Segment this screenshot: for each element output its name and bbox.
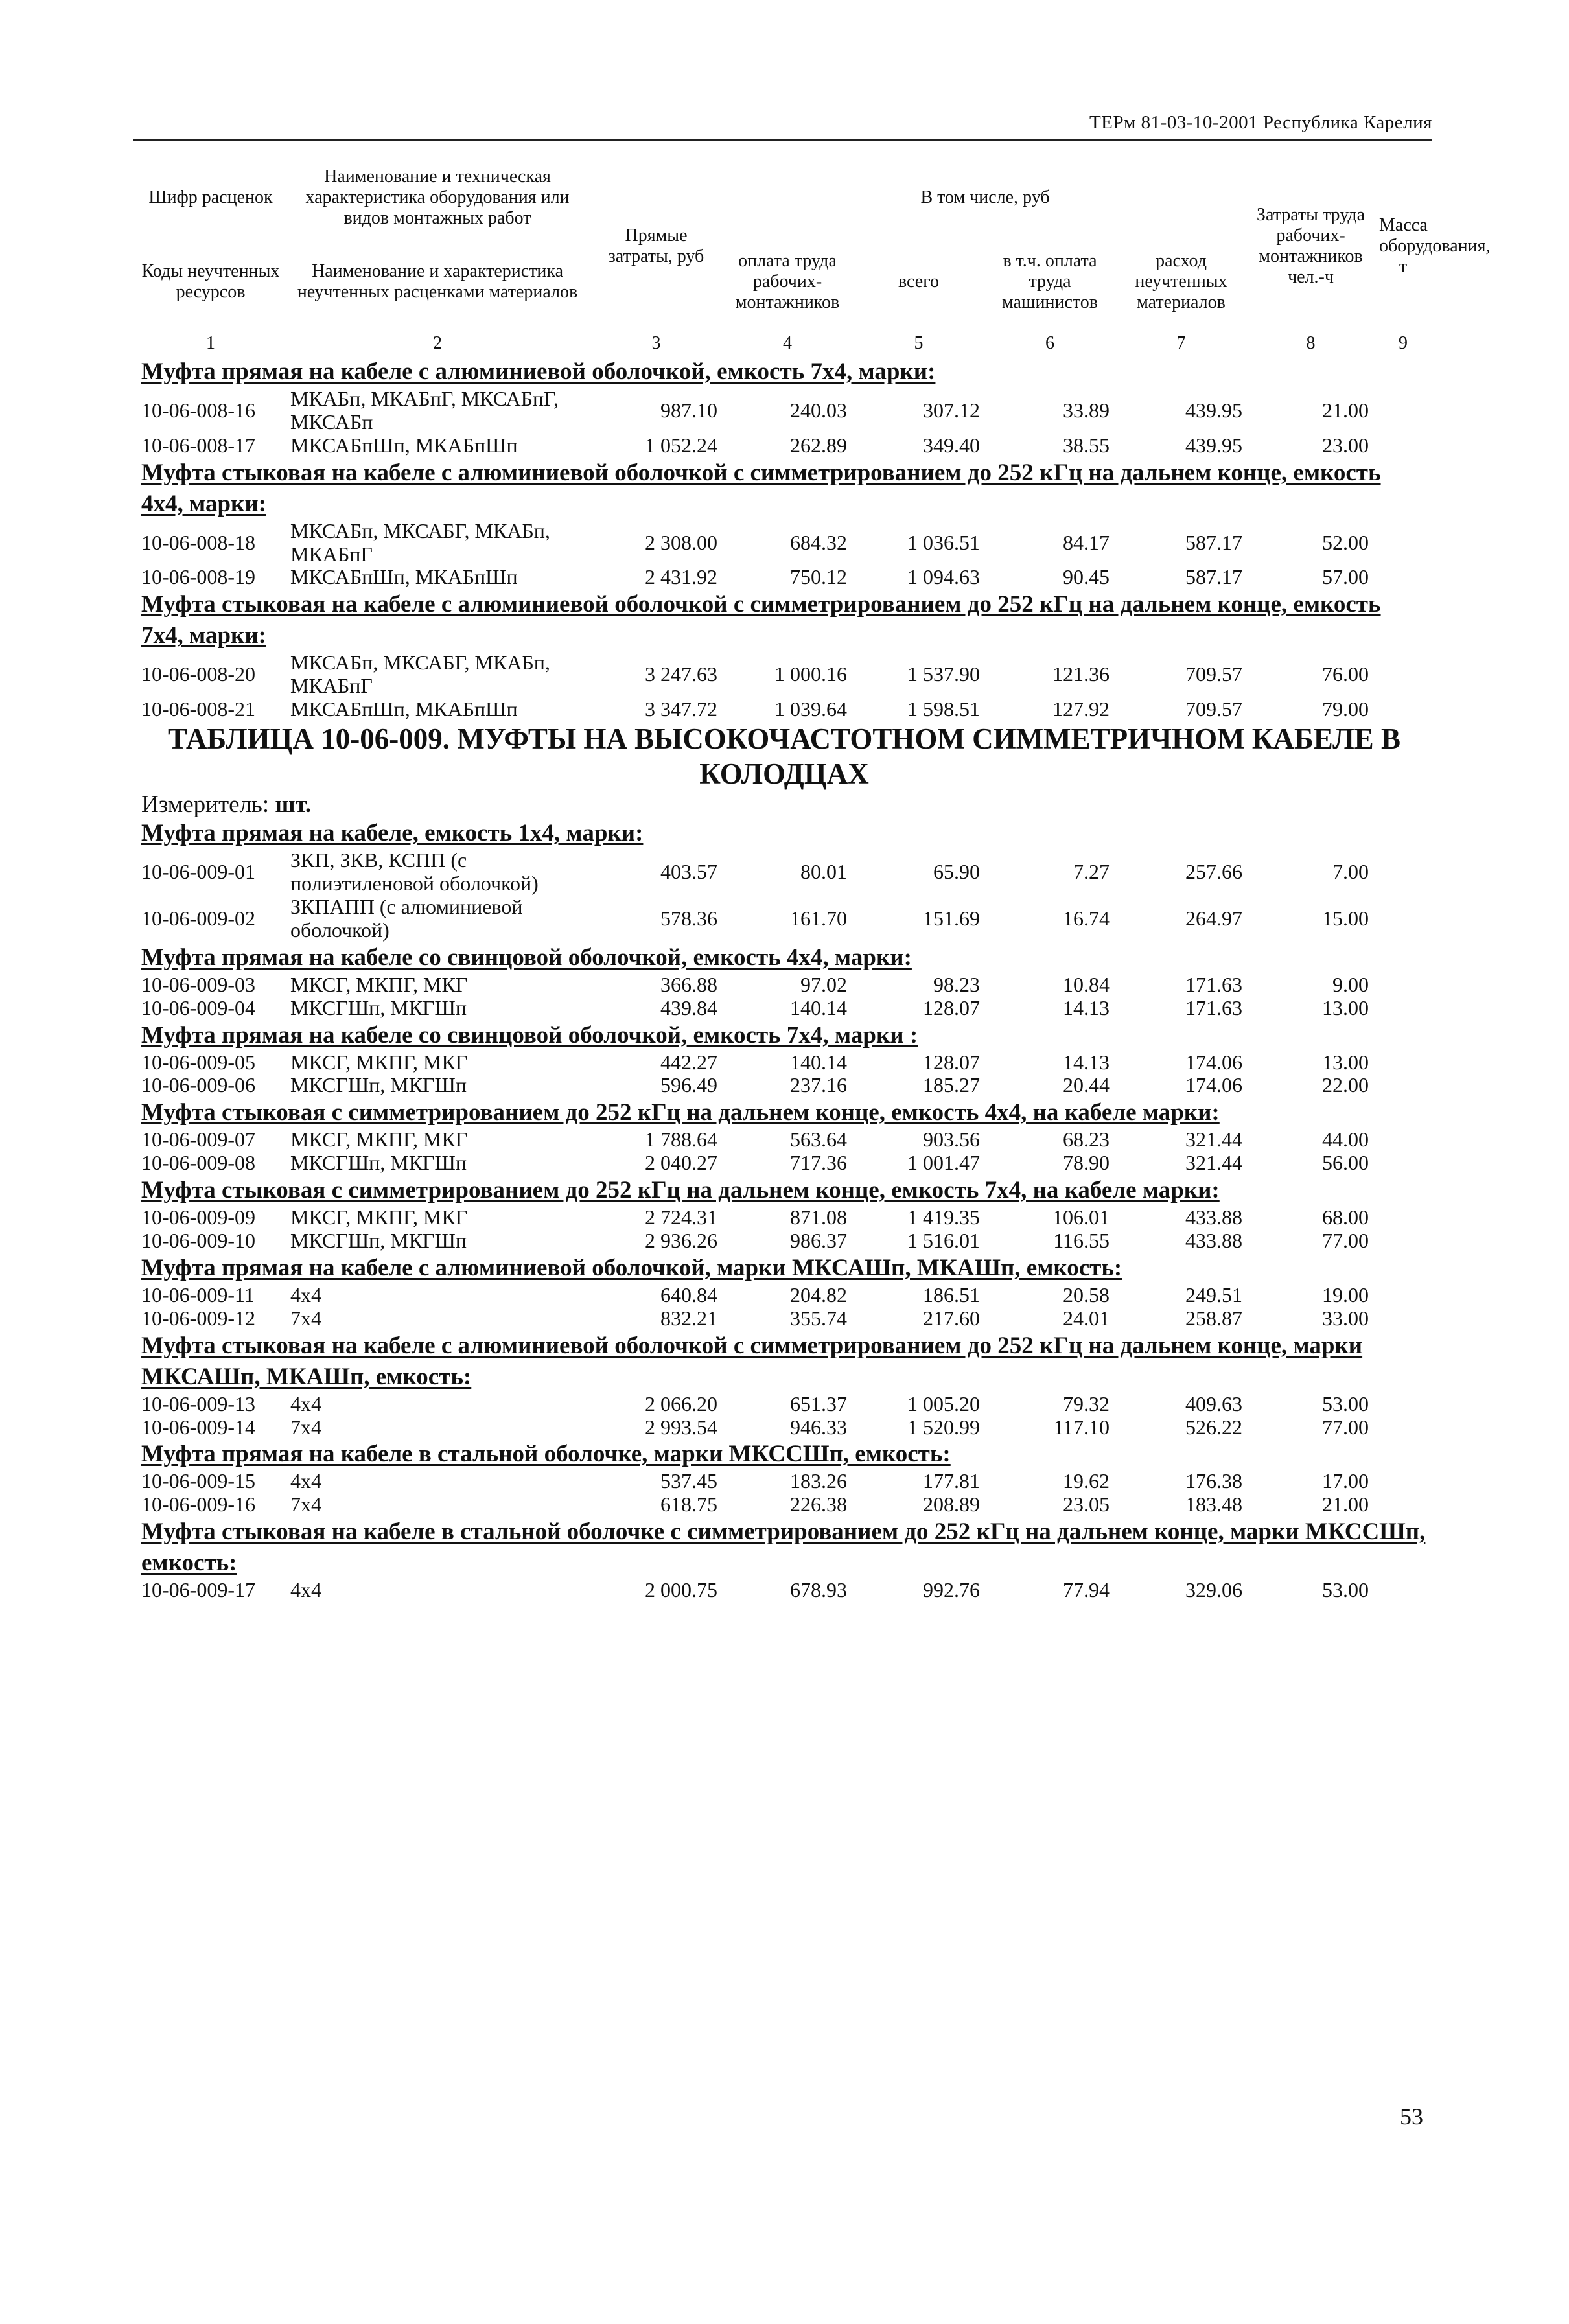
rate-code: 10-06-008-17 bbox=[141, 433, 255, 457]
value-cell: 117.10 bbox=[1053, 1415, 1110, 1439]
value-cell: 177.81 bbox=[923, 1469, 980, 1493]
value-cell: 1 419.35 bbox=[907, 1205, 980, 1229]
value-cell: 56.00 bbox=[1322, 1151, 1369, 1175]
table-row bbox=[136, 1493, 1432, 1516]
item-name: МКСАБп, МКСАБГ, МКАБп, МКАБпГ bbox=[290, 651, 550, 698]
value-cell: 57.00 bbox=[1322, 565, 1369, 589]
value-cell: 33.00 bbox=[1322, 1306, 1369, 1330]
value-cell bbox=[1374, 997, 1432, 1020]
section-heading-row bbox=[136, 1253, 1432, 1284]
value-cell: 140.14 bbox=[790, 1050, 847, 1074]
item-name: МКСГ, МКПГ, МКГ bbox=[290, 1050, 468, 1074]
section-heading: Муфта стыковая на кабеле с алюминиевой оболочкой с симметрированием до 252 кГц на дальнем конце, емкость 4х4, марки: bbox=[141, 459, 1381, 517]
value-cell: 409.63 bbox=[1185, 1391, 1243, 1415]
value-cell: 257.66 bbox=[1185, 860, 1243, 884]
value-cell: 709.57 bbox=[1185, 697, 1243, 721]
value-cell: 249.51 bbox=[1185, 1283, 1243, 1307]
value-cell: 321.44 bbox=[1185, 1128, 1243, 1152]
section-heading: Муфта стыковая с симметрированием до 252 кГц на дальнем конце, емкость 4х4, на кабеле марки: bbox=[141, 1099, 1220, 1126]
rate-code: 10-06-008-21 bbox=[141, 697, 255, 721]
column-numbers-row bbox=[136, 331, 1432, 356]
value-cell: 24.01 bbox=[1063, 1306, 1110, 1330]
value-cell: 68.23 bbox=[1063, 1128, 1110, 1152]
rate-code: 10-06-009-02 bbox=[141, 907, 255, 931]
item-name: 7х4 bbox=[290, 1415, 321, 1439]
col-name-top: Наименование и техническая характеристика оборудования или видов монтажных работ bbox=[305, 166, 570, 229]
rate-code: 10-06-009-08 bbox=[141, 1151, 255, 1175]
table-row bbox=[136, 896, 1432, 942]
value-cell bbox=[1374, 1206, 1432, 1229]
value-cell: 128.07 bbox=[923, 1050, 980, 1074]
value-cell bbox=[1374, 520, 1432, 566]
value-cell: 262.89 bbox=[790, 433, 847, 457]
value-cell: 183.26 bbox=[790, 1469, 847, 1493]
item-name: 4х4 bbox=[290, 1283, 321, 1307]
value-cell: 9.00 bbox=[1332, 972, 1369, 996]
value-cell: 237.16 bbox=[790, 1073, 847, 1097]
value-cell: 21.00 bbox=[1322, 399, 1369, 422]
unit-line bbox=[136, 791, 1432, 818]
col-machines-labor: в т.ч. оплата труда машинистов bbox=[1002, 250, 1098, 313]
value-cell bbox=[1374, 698, 1432, 721]
value-cell bbox=[1374, 651, 1432, 698]
document-header: ТЕРм 81-03-10-2001 Республика Карелия bbox=[1089, 112, 1432, 133]
value-cell: 832.21 bbox=[660, 1306, 717, 1330]
col-number: 2 bbox=[433, 333, 442, 354]
value-cell: 217.60 bbox=[923, 1306, 980, 1330]
value-cell: 987.10 bbox=[660, 399, 717, 422]
value-cell: 596.49 bbox=[660, 1073, 717, 1097]
rate-code: 10-06-008-18 bbox=[141, 530, 255, 554]
value-cell: 20.44 bbox=[1063, 1073, 1110, 1097]
value-cell: 2 431.92 bbox=[645, 565, 717, 589]
value-cell: 986.37 bbox=[790, 1228, 847, 1252]
value-cell: 186.51 bbox=[923, 1283, 980, 1307]
value-cell: 439.95 bbox=[1185, 399, 1243, 422]
item-name: ЗКП, ЗКВ, КСПП (с полиэтиленовой оболочкой) bbox=[290, 848, 539, 896]
col-direct: Прямые затраты, руб bbox=[608, 225, 704, 266]
value-cell: 439.95 bbox=[1185, 433, 1243, 457]
value-cell: 1 036.51 bbox=[907, 530, 980, 554]
section-heading: Муфта прямая на кабеле в стальной оболочке, марки МКССШп, емкость: bbox=[141, 1441, 951, 1468]
value-cell: 349.40 bbox=[923, 433, 980, 457]
value-cell: 15.00 bbox=[1322, 907, 1369, 931]
rate-code: 10-06-009-04 bbox=[141, 995, 255, 1019]
table-section-10-06-009 bbox=[136, 818, 1432, 1602]
item-name: 4х4 bbox=[290, 1391, 321, 1415]
value-cell bbox=[1374, 434, 1432, 458]
unit-label: Измеритель: bbox=[141, 791, 270, 818]
value-cell: 7.00 bbox=[1332, 860, 1369, 884]
value-cell bbox=[1374, 973, 1432, 997]
section-heading-row bbox=[136, 589, 1432, 651]
section-heading: Муфта прямая на кабеле со свинцовой оболочкой, емкость 4х4, марки: bbox=[141, 944, 912, 971]
table-row bbox=[136, 1051, 1432, 1075]
value-cell: 106.01 bbox=[1052, 1205, 1110, 1229]
col-labor-pay: оплата труда рабочих-монтажников bbox=[735, 250, 840, 313]
item-name: МКСГ, МКПГ, МКГ bbox=[290, 1205, 468, 1229]
value-cell: 16.74 bbox=[1063, 907, 1110, 931]
section-heading: Муфта прямая на кабеле с алюминиевой оболочкой, марки МКСАШп, МКАШп, емкость: bbox=[141, 1254, 1122, 1281]
value-cell: 640.84 bbox=[660, 1283, 717, 1307]
section-heading: Муфта стыковая на кабеле с алюминиевой оболочкой с симметрированием до 252 кГц на дальнем конце, марки МКСАШп, МКАШп, емкость: bbox=[141, 1332, 1363, 1390]
value-cell: 23.05 bbox=[1063, 1493, 1110, 1516]
value-cell: 76.00 bbox=[1322, 662, 1369, 686]
table-title-block bbox=[136, 721, 1432, 818]
value-cell: 79.00 bbox=[1322, 697, 1369, 721]
rate-code: 10-06-009-17 bbox=[141, 1578, 255, 1602]
value-cell bbox=[1374, 1470, 1432, 1493]
item-name: МКСАБпШп, МКАБпШп bbox=[290, 697, 518, 721]
value-cell: 678.93 bbox=[790, 1578, 847, 1602]
value-cell: 750.12 bbox=[790, 565, 847, 589]
table-row bbox=[136, 1284, 1432, 1307]
col-number: 7 bbox=[1176, 333, 1186, 354]
value-cell: 240.03 bbox=[790, 399, 847, 422]
value-cell: 871.08 bbox=[790, 1205, 847, 1229]
table-row bbox=[136, 434, 1432, 458]
value-cell bbox=[1374, 1284, 1432, 1307]
value-cell: 537.45 bbox=[660, 1469, 717, 1493]
item-name: МКСГ, МКПГ, МКГ bbox=[290, 1128, 468, 1152]
col-number: 3 bbox=[651, 333, 661, 354]
value-cell: 128.07 bbox=[923, 995, 980, 1019]
value-cell: 13.00 bbox=[1322, 995, 1369, 1019]
value-cell bbox=[1374, 1074, 1432, 1097]
value-cell: 176.38 bbox=[1185, 1469, 1243, 1493]
value-cell: 1 039.64 bbox=[774, 697, 847, 721]
col-materials: расход неучтенных материалов bbox=[1135, 250, 1227, 313]
rate-code: 10-06-009-13 bbox=[141, 1391, 255, 1415]
value-cell bbox=[1374, 1128, 1432, 1152]
value-cell: 329.06 bbox=[1185, 1578, 1243, 1602]
value-cell bbox=[1374, 1393, 1432, 1416]
section-heading-row bbox=[136, 942, 1432, 973]
value-cell: 171.63 bbox=[1185, 995, 1243, 1019]
table-header bbox=[136, 162, 1491, 356]
item-name: 4х4 bbox=[290, 1578, 321, 1602]
col-machines-total: всего bbox=[898, 271, 940, 292]
value-cell: 98.23 bbox=[933, 972, 980, 996]
value-cell: 1 516.01 bbox=[907, 1228, 980, 1252]
value-cell bbox=[1374, 896, 1432, 942]
value-cell: 68.00 bbox=[1322, 1205, 1369, 1229]
value-cell: 2 066.20 bbox=[645, 1391, 717, 1415]
table-row bbox=[136, 1128, 1432, 1152]
value-cell: 151.69 bbox=[923, 907, 980, 931]
section-heading-row bbox=[136, 1175, 1432, 1206]
section-heading-row bbox=[136, 1516, 1432, 1579]
rate-code: 10-06-008-20 bbox=[141, 662, 255, 686]
table-row bbox=[136, 1152, 1432, 1175]
value-cell: 21.00 bbox=[1322, 1493, 1369, 1516]
col-code-bottom: Коды неучтенных ресурсов bbox=[141, 261, 280, 302]
value-cell: 78.90 bbox=[1063, 1151, 1110, 1175]
value-cell: 185.27 bbox=[923, 1073, 980, 1097]
value-cell: 526.22 bbox=[1185, 1415, 1243, 1439]
value-cell: 2 000.75 bbox=[645, 1578, 717, 1602]
col-name-bottom: Наименование и характеристика неучтенных расценками материалов bbox=[297, 261, 578, 302]
item-name: МКСГШп, МКГШп bbox=[290, 1228, 467, 1252]
table-row bbox=[136, 1470, 1432, 1493]
table-row bbox=[136, 1579, 1432, 1602]
col-number: 5 bbox=[914, 333, 924, 354]
value-cell: 992.76 bbox=[923, 1578, 980, 1602]
value-cell: 38.55 bbox=[1063, 433, 1110, 457]
value-cell: 80.01 bbox=[800, 860, 847, 884]
table-row bbox=[136, 388, 1432, 434]
rate-code: 10-06-009-10 bbox=[141, 1228, 255, 1252]
value-cell: 2 040.27 bbox=[645, 1151, 717, 1175]
value-cell: 946.33 bbox=[790, 1415, 847, 1439]
col-number: 6 bbox=[1045, 333, 1054, 354]
rates-table bbox=[136, 162, 1491, 1602]
value-cell: 1 052.24 bbox=[645, 433, 717, 457]
value-cell: 3 247.63 bbox=[645, 662, 717, 686]
value-cell bbox=[1374, 566, 1432, 589]
rate-code: 10-06-008-19 bbox=[141, 565, 255, 589]
value-cell: 903.56 bbox=[923, 1128, 980, 1152]
value-cell: 709.57 bbox=[1185, 662, 1243, 686]
table-row bbox=[136, 997, 1432, 1020]
table-title: ТАБЛИЦА 10-06-009. МУФТЫ НА ВЫСОКОЧАСТОТНОМ СИММЕТРИЧНОМ КАБЕЛЕ В КОЛОДЦАХ bbox=[168, 722, 1400, 790]
value-cell bbox=[1374, 1152, 1432, 1175]
rate-code: 10-06-009-06 bbox=[141, 1073, 255, 1097]
value-cell: 587.17 bbox=[1185, 565, 1243, 589]
value-cell: 23.00 bbox=[1322, 433, 1369, 457]
value-cell: 13.00 bbox=[1322, 1050, 1369, 1074]
value-cell: 53.00 bbox=[1322, 1391, 1369, 1415]
value-cell: 433.88 bbox=[1185, 1228, 1243, 1252]
item-name: МКСАБпШп, МКАБпШп bbox=[290, 433, 518, 457]
rate-code: 10-06-009-09 bbox=[141, 1205, 255, 1229]
table-row bbox=[136, 1074, 1432, 1097]
item-name: 7х4 bbox=[290, 1493, 321, 1516]
table-row bbox=[136, 698, 1432, 721]
section-heading: Муфта прямая на кабеле, емкость 1х4, марки: bbox=[141, 820, 644, 847]
rate-code: 10-06-009-12 bbox=[141, 1306, 255, 1330]
value-cell: 439.84 bbox=[660, 995, 717, 1019]
col-number: 4 bbox=[783, 333, 792, 354]
item-name: ЗКПАПП (с алюминиевой оболочкой) bbox=[290, 895, 523, 942]
item-name: МКАБп, МКАБпГ, МКСАБпГ, МКСАБп bbox=[290, 387, 559, 434]
value-cell: 20.58 bbox=[1063, 1283, 1110, 1307]
item-name: МКСАБпШп, МКАБпШп bbox=[290, 565, 518, 589]
value-cell bbox=[1374, 1229, 1432, 1253]
table-row bbox=[136, 1307, 1432, 1330]
value-cell: 53.00 bbox=[1322, 1578, 1369, 1602]
value-cell: 403.57 bbox=[660, 860, 717, 884]
value-cell: 14.13 bbox=[1063, 995, 1110, 1019]
rate-code: 10-06-009-15 bbox=[141, 1469, 255, 1493]
value-cell: 77.00 bbox=[1322, 1228, 1369, 1252]
value-cell: 121.36 bbox=[1052, 662, 1110, 686]
value-cell: 19.00 bbox=[1322, 1283, 1369, 1307]
value-cell: 1 001.47 bbox=[907, 1151, 980, 1175]
value-cell: 140.14 bbox=[790, 995, 847, 1019]
value-cell: 77.94 bbox=[1063, 1578, 1110, 1602]
unit-value: шт. bbox=[275, 791, 312, 818]
value-cell bbox=[1374, 1051, 1432, 1075]
header-rule bbox=[133, 139, 1432, 141]
value-cell: 2 936.26 bbox=[645, 1228, 717, 1252]
section-heading: Муфта стыковая на кабеле в стальной оболочке с симметрированием до 252 кГц на дальнем конце, марки МКССШп, емкость: bbox=[141, 1518, 1426, 1577]
value-cell: 14.13 bbox=[1063, 1050, 1110, 1074]
rate-code: 10-06-009-03 bbox=[141, 972, 255, 996]
item-name: МКСГШп, МКГШп bbox=[290, 1073, 467, 1097]
value-cell: 84.17 bbox=[1063, 530, 1110, 554]
value-cell bbox=[1374, 388, 1432, 434]
table-row bbox=[136, 566, 1432, 589]
value-cell: 563.64 bbox=[790, 1128, 847, 1152]
section-heading-row bbox=[136, 356, 1432, 388]
value-cell: 52.00 bbox=[1322, 530, 1369, 554]
value-cell: 2 724.31 bbox=[645, 1205, 717, 1229]
value-cell: 3 347.72 bbox=[645, 697, 717, 721]
item-name: 7х4 bbox=[290, 1306, 321, 1330]
value-cell: 442.27 bbox=[660, 1050, 717, 1074]
table-row bbox=[136, 1229, 1432, 1253]
value-cell: 2 993.54 bbox=[645, 1415, 717, 1439]
value-cell bbox=[1374, 849, 1432, 896]
section-heading: Муфта стыковая с симметрированием до 252 кГц на дальнем конце, емкость 7х4, на кабеле марки: bbox=[141, 1177, 1220, 1204]
value-cell: 1 520.99 bbox=[907, 1415, 980, 1439]
item-name: МКСГШп, МКГШп bbox=[290, 995, 467, 1019]
value-cell: 208.89 bbox=[923, 1493, 980, 1516]
col-number: 1 bbox=[206, 333, 215, 354]
value-cell: 1 537.90 bbox=[907, 662, 980, 686]
value-cell: 258.87 bbox=[1185, 1306, 1243, 1330]
value-cell: 321.44 bbox=[1185, 1151, 1243, 1175]
section-heading-row bbox=[136, 458, 1432, 520]
value-cell: 7.27 bbox=[1073, 860, 1110, 884]
value-cell: 1 788.64 bbox=[645, 1128, 717, 1152]
value-cell: 90.45 bbox=[1063, 565, 1110, 589]
item-name: МКСГШп, МКГШп bbox=[290, 1151, 467, 1175]
section-heading-row bbox=[136, 1097, 1432, 1128]
value-cell: 97.02 bbox=[800, 972, 847, 996]
section-heading: Муфта стыковая на кабеле с алюминиевой оболочкой с симметрированием до 252 кГц на дальнем конце, емкость 7х4, марки: bbox=[141, 591, 1381, 649]
value-cell: 174.06 bbox=[1185, 1050, 1243, 1074]
value-cell: 79.32 bbox=[1063, 1391, 1110, 1415]
table-row bbox=[136, 1416, 1432, 1439]
value-cell: 366.88 bbox=[660, 972, 717, 996]
col-number: 9 bbox=[1399, 333, 1408, 354]
value-cell: 2 308.00 bbox=[645, 530, 717, 554]
section-heading-row bbox=[136, 1330, 1432, 1393]
rate-code: 10-06-009-07 bbox=[141, 1128, 255, 1152]
value-cell: 19.62 bbox=[1063, 1469, 1110, 1493]
value-cell: 65.90 bbox=[933, 860, 980, 884]
rate-code: 10-06-009-01 bbox=[141, 860, 255, 884]
rate-code: 10-06-009-14 bbox=[141, 1415, 255, 1439]
table-row bbox=[136, 973, 1432, 997]
table-section-10-06-008 bbox=[136, 356, 1432, 721]
table-row bbox=[136, 1393, 1432, 1416]
value-cell bbox=[1374, 1579, 1432, 1602]
col-labor-cost: Затраты труда рабочих-монтажников чел.-ч bbox=[1256, 204, 1366, 288]
value-cell: 17.00 bbox=[1322, 1469, 1369, 1493]
value-cell: 204.82 bbox=[790, 1283, 847, 1307]
value-cell: 355.74 bbox=[790, 1306, 847, 1330]
section-heading-row bbox=[136, 1439, 1432, 1470]
item-name: МКСАБп, МКСАБГ, МКАБп, МКАБпГ bbox=[290, 518, 550, 566]
value-cell: 587.17 bbox=[1185, 530, 1243, 554]
value-cell: 618.75 bbox=[660, 1493, 717, 1516]
rate-code: 10-06-009-11 bbox=[141, 1283, 255, 1307]
value-cell: 44.00 bbox=[1322, 1128, 1369, 1152]
value-cell: 1 005.20 bbox=[907, 1391, 980, 1415]
value-cell: 171.63 bbox=[1185, 972, 1243, 996]
col-incl-group: В том числе, руб bbox=[920, 187, 1050, 207]
value-cell: 1 094.63 bbox=[907, 565, 980, 589]
value-cell: 578.36 bbox=[660, 907, 717, 931]
table-row bbox=[136, 520, 1432, 566]
table-row bbox=[136, 651, 1432, 698]
col-mass: Масса оборудования, т bbox=[1379, 215, 1491, 277]
section-heading: Муфта прямая на кабеле с алюминиевой оболочкой, емкость 7х4, марки: bbox=[141, 358, 936, 385]
value-cell: 651.37 bbox=[790, 1391, 847, 1415]
value-cell: 77.00 bbox=[1322, 1415, 1369, 1439]
rate-code: 10-06-008-16 bbox=[141, 399, 255, 422]
col-code-top: Шифр расценок bbox=[148, 187, 273, 207]
value-cell: 161.70 bbox=[790, 907, 847, 931]
value-cell: 116.55 bbox=[1053, 1228, 1110, 1252]
value-cell bbox=[1374, 1416, 1432, 1439]
value-cell: 10.84 bbox=[1063, 972, 1110, 996]
value-cell bbox=[1374, 1307, 1432, 1330]
value-cell: 1 000.16 bbox=[774, 662, 847, 686]
section-heading: Муфта прямая на кабеле со свинцовой оболочкой, емкость 7х4, марки : bbox=[141, 1021, 918, 1049]
value-cell: 307.12 bbox=[923, 399, 980, 422]
value-cell: 183.48 bbox=[1185, 1493, 1243, 1516]
table-row bbox=[136, 1206, 1432, 1229]
value-cell: 22.00 bbox=[1322, 1073, 1369, 1097]
value-cell: 684.32 bbox=[790, 530, 847, 554]
value-cell bbox=[1374, 1493, 1432, 1516]
value-cell: 127.92 bbox=[1052, 697, 1110, 721]
value-cell: 717.36 bbox=[790, 1151, 847, 1175]
item-name: 4х4 bbox=[290, 1469, 321, 1493]
value-cell: 1 598.51 bbox=[907, 697, 980, 721]
value-cell: 33.89 bbox=[1063, 399, 1110, 422]
value-cell: 226.38 bbox=[790, 1493, 847, 1516]
table-row bbox=[136, 849, 1432, 896]
page-number: 53 bbox=[1400, 2104, 1423, 2130]
value-cell: 433.88 bbox=[1185, 1205, 1243, 1229]
section-heading-row bbox=[136, 818, 1432, 849]
col-number: 8 bbox=[1306, 333, 1316, 354]
rate-code: 10-06-009-16 bbox=[141, 1493, 255, 1516]
rate-code: 10-06-009-05 bbox=[141, 1050, 255, 1074]
section-heading-row bbox=[136, 1020, 1432, 1051]
item-name: МКСГ, МКПГ, МКГ bbox=[290, 972, 468, 996]
value-cell: 174.06 bbox=[1185, 1073, 1243, 1097]
value-cell: 264.97 bbox=[1185, 907, 1243, 931]
